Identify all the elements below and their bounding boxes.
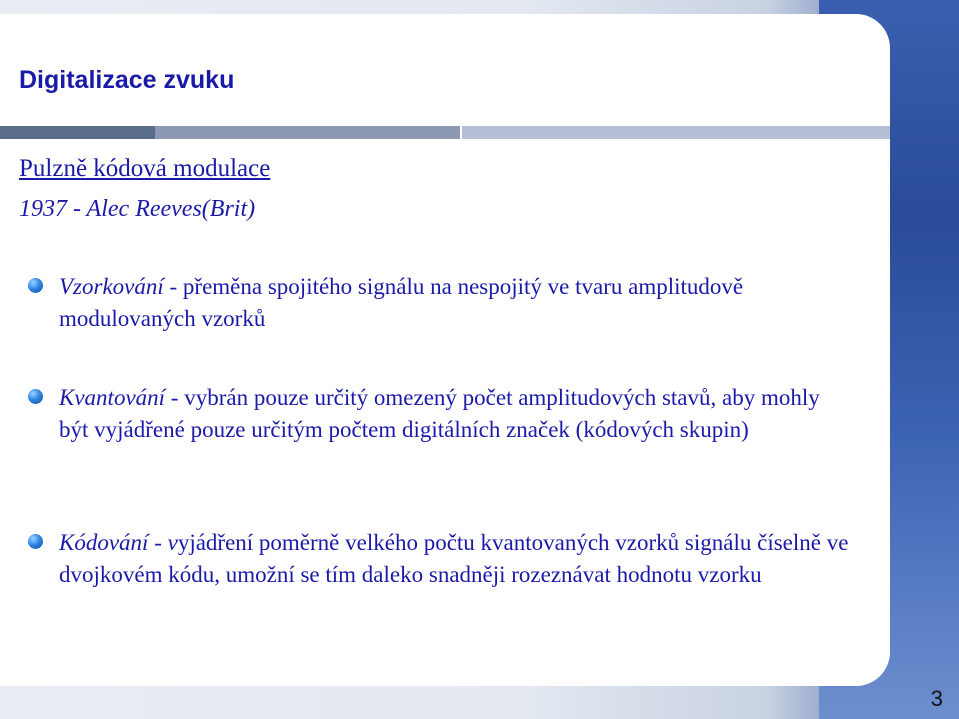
bullet-description: - vybrán pouze určitý omezený počet amplitudových stavů, aby mohly být vyjádřené pouze určitým počtem digitálních značek (kódových skupin) [59, 385, 820, 442]
bullet-description: - přeměna spojitého signálu na nespojitý ve tvaru amplitudově modulovaných vzorků [59, 274, 744, 331]
slide-title: Digitalizace zvuku [19, 66, 235, 94]
bullet-icon [28, 389, 43, 404]
bullet-term: Vzorkování [59, 274, 164, 299]
page-number: 3 [930, 686, 943, 711]
bullet-text [59, 271, 849, 335]
section-heading: Pulzně kódová modulace [19, 155, 271, 182]
title-divider-segment [0, 126, 155, 139]
title-divider-segment [155, 126, 460, 139]
section-date-line: 1937 - Alec Reeves(Brit) [19, 196, 256, 222]
title-divider-segment [462, 126, 890, 139]
bullet-icon [28, 278, 43, 293]
bullet-description: yjádření poměrně velkého počtu kvantovaných vzorků signálu číselně ve dvojkovém kódu, umožní se tím daleko snadněji rozeznávat hodnotu vzorku [59, 530, 849, 587]
bullet-text [59, 527, 849, 591]
slide-content-panel [0, 14, 890, 686]
bullet-term: Kvantování [59, 385, 166, 410]
bullet-icon [28, 534, 43, 549]
bullet-term: Kódování - v [59, 530, 178, 555]
bullet-text [59, 382, 849, 446]
